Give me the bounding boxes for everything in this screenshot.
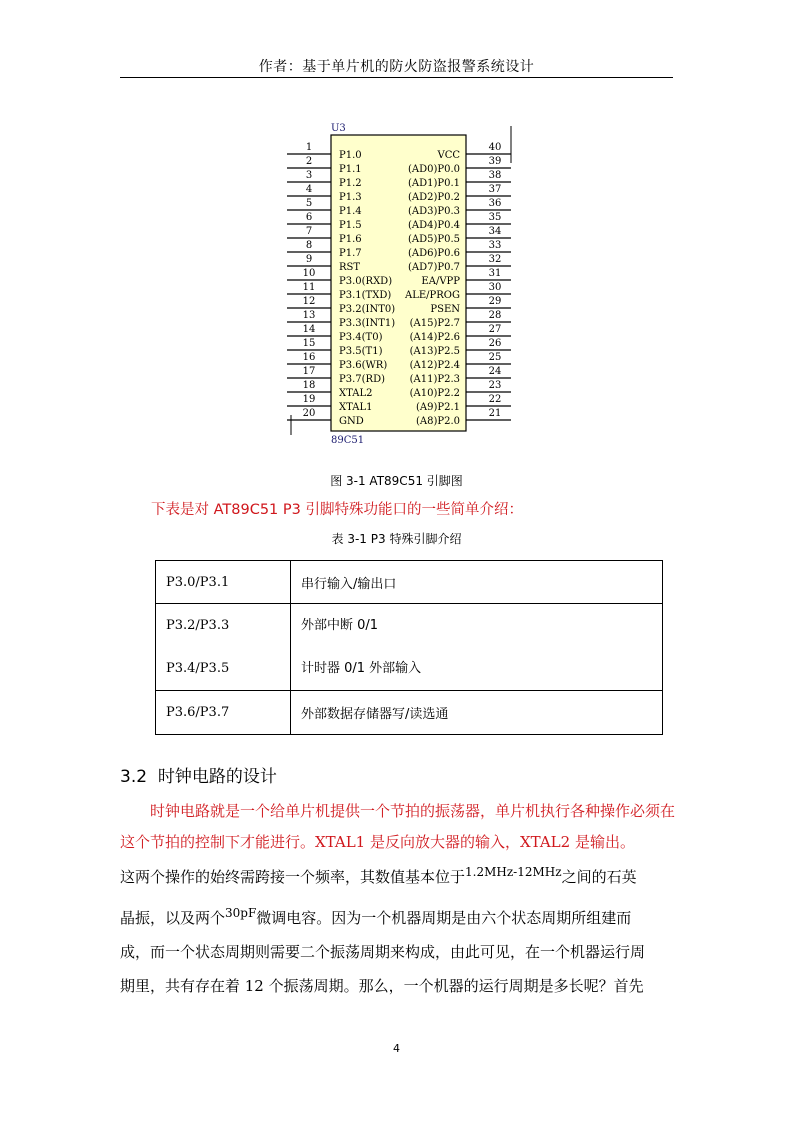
chip-pin-label: P3.2(INT0): [339, 304, 396, 315]
section-title: 时钟电路的设计: [157, 767, 277, 787]
table-cell-desc: 外部数据存储器写/读选通: [291, 691, 663, 735]
chip-pin-label: P1.1: [339, 164, 362, 175]
chip-pin-number: 29: [488, 296, 502, 307]
chip-pin-label: (A14)P2.6: [409, 332, 460, 343]
table-intro-line: 下表是对 AT89C51 P3 引脚特殊功能口的一些简单介绍：: [151, 502, 523, 518]
chip-pin-number: 11: [302, 282, 316, 293]
chip-pin-number: 20: [302, 408, 316, 419]
table-cell-pins: P3.0/P3.1: [156, 561, 291, 604]
chip-pin-label: ALE/PROG: [405, 290, 460, 301]
chip-pin-number: 25: [488, 352, 502, 363]
chip-pin-number: 10: [302, 268, 316, 279]
table-caption: 表 3-1 P3 特殊引脚介绍: [331, 532, 462, 546]
paragraph-line: [120, 866, 675, 889]
chip-part-label: 89C51: [331, 435, 365, 446]
table-cell-pins-line: P3.4/P3.5: [166, 661, 230, 676]
chip-pin-number: 40: [488, 142, 502, 153]
chip-pin-number: 1: [305, 142, 313, 153]
chip-pin-number: 30: [488, 282, 502, 293]
chip-pin-label: P1.0: [339, 150, 362, 161]
chip-pin-number: 21: [488, 408, 502, 419]
chip-pin-label: P1.2: [339, 178, 362, 189]
chip-pin-number: 12: [302, 296, 316, 307]
chip-pin-number: 33: [488, 240, 502, 251]
table-cell-pins: [156, 604, 291, 691]
chip-pin-label: P1.3: [339, 192, 362, 203]
chip-pin-number: 31: [488, 268, 502, 279]
chip-pin-number: 2: [305, 156, 313, 167]
chip-pin-label: (A11)P2.3: [409, 374, 460, 385]
chip-pin-number: 7: [305, 226, 313, 237]
chip-pin-label: (AD4)P0.4: [407, 220, 460, 231]
chip-pin-label: (AD2)P0.2: [407, 192, 460, 203]
paragraph-line: 成，而一个状态周期则需要二个振荡周期来构成，由此可见，在一个机器运行周: [120, 943, 646, 961]
paragraph-text: 晶振，以及两个: [120, 909, 226, 927]
table-cell-desc: 串行输入/输出口: [291, 561, 663, 604]
chip-pin-label: P3.0(RXD): [339, 276, 393, 287]
chip-pin-number: 5: [305, 198, 313, 209]
table-row: [156, 561, 663, 604]
chip-ref-label: U3: [331, 123, 346, 134]
chip-pin-label: VCC: [437, 150, 460, 161]
chip-pin-number: 16: [302, 352, 316, 363]
table-cell-pins-line: P3.2/P3.3: [166, 618, 230, 633]
chip-pin-label: GND: [339, 416, 364, 427]
capacitance-value: 30pF: [225, 906, 257, 920]
paragraph-text: 之间的石英: [561, 868, 637, 886]
section-heading: [120, 762, 277, 787]
chip-pin-number: 19: [302, 394, 316, 405]
p3-special-pins-table: [155, 560, 663, 735]
paragraph-text: 微调电容。因为一个机器周期是由六个状态周期所组建而: [256, 909, 632, 927]
table-cell-desc: [291, 604, 663, 691]
chip-pin-label: P1.7: [339, 248, 362, 259]
section-number: 3.2: [120, 767, 148, 787]
paragraph-line: 期里，共有存在着 12 个振荡周期。那么，一个机器的运行周期是多长呢？首先: [120, 977, 644, 995]
chip-pin-label: (AD6)P0.6: [407, 248, 460, 259]
chip-pin-label: (A10)P2.2: [409, 388, 460, 399]
chip-pin-number: 36: [488, 198, 502, 209]
paragraph-line: [120, 907, 675, 930]
chip-pin-label: P3.6(WR): [339, 360, 388, 371]
paragraph-red: 时钟电路就是一个给单片机提供一个节拍的振荡器，单片机执行各种操作必须在这个节拍的控制下才能进行。XTAL1 是反向放大器的输入，XTAL2 是输出。: [120, 802, 676, 851]
chip-pin-label: P3.1(TXD): [339, 290, 392, 301]
page-header: 作者：基于单片机的防火防盗报警系统设计: [258, 59, 535, 75]
table-row: [156, 691, 663, 735]
page-number: 4: [393, 1042, 400, 1055]
chip-pin-label: P1.5: [339, 220, 362, 231]
chip-pin-label: (A8)P2.0: [415, 416, 460, 427]
frequency-range: 1.2MHz-12MHz: [465, 865, 562, 879]
chip-pin-number: 24: [488, 366, 502, 377]
chip-pin-number: 4: [305, 184, 313, 195]
chip-pin-number: 32: [488, 254, 502, 265]
figure-caption: 图 3-1 AT89C51 引脚图: [330, 474, 463, 488]
header-divider: [120, 77, 673, 78]
chip-pin-number: 13: [302, 310, 316, 321]
chip-pin-label: EA/VPP: [421, 276, 460, 287]
chip-pin-number: 34: [488, 226, 502, 237]
chip-pin-number: 39: [488, 156, 502, 167]
chip-pin-label: (AD3)P0.3: [407, 206, 460, 217]
chip-pin-label: (A13)P2.5: [409, 346, 460, 357]
chip-pin-label: P1.4: [339, 206, 362, 217]
chip-pin-number: 23: [488, 380, 502, 391]
chip-pin-label: P3.7(RD): [339, 374, 385, 385]
chip-pin-label: (AD1)P0.1: [407, 178, 460, 189]
chip-pin-number: 26: [488, 338, 502, 349]
chip-pin-label: XTAL1: [339, 402, 373, 413]
table-cell-desc-line: 外部中断 0/1: [301, 618, 379, 633]
chip-pin-number: 8: [305, 240, 313, 251]
chip-pin-number: 14: [302, 324, 316, 335]
chip-pin-number: 15: [302, 338, 316, 349]
chip-pin-number: 27: [488, 324, 502, 335]
chip-pin-number: 6: [305, 212, 313, 223]
chip-pin-label: (AD7)P0.7: [407, 262, 460, 273]
chip-pin-label: P3.5(T1): [339, 346, 383, 357]
chip-pin-label: (A9)P2.1: [415, 402, 460, 413]
table-cell-pins: P3.6/P3.7: [156, 691, 291, 735]
chip-pin-number: 28: [488, 310, 502, 321]
chip-pin-label: (A12)P2.4: [409, 360, 460, 371]
chip-pin-label: XTAL2: [339, 388, 373, 399]
chip-pin-label: P3.4(T0): [339, 332, 383, 343]
chip-pin-number: 37: [488, 184, 502, 195]
table-cell-desc-line: 计时器 0/1 外部输入: [301, 661, 422, 676]
chip-pin-label: RST: [339, 262, 361, 273]
chip-pin-label: (AD0)P0.0: [407, 164, 460, 175]
at89c51-pinout-diagram: [283, 118, 515, 448]
chip-pin-label: (A15)P2.7: [409, 318, 460, 329]
chip-pin-label: P3.3(INT1): [339, 318, 396, 329]
chip-pin-label: PSEN: [430, 304, 460, 315]
chip-pin-number: 38: [488, 170, 502, 181]
chip-pin-number: 9: [305, 254, 313, 265]
chip-pin-number: 18: [302, 380, 316, 391]
chip-pin-number: 22: [488, 394, 502, 405]
chip-pin-number: 17: [302, 366, 316, 377]
table-row: [156, 604, 663, 691]
chip-pin-number: 35: [488, 212, 502, 223]
chip-pin-label: P1.6: [339, 234, 362, 245]
chip-pin-number: 3: [305, 170, 313, 181]
paragraph-text: 这两个操作的始终需跨接一个频率，其数值基本位于: [120, 868, 466, 886]
chip-pin-label: (AD5)P0.5: [407, 234, 460, 245]
